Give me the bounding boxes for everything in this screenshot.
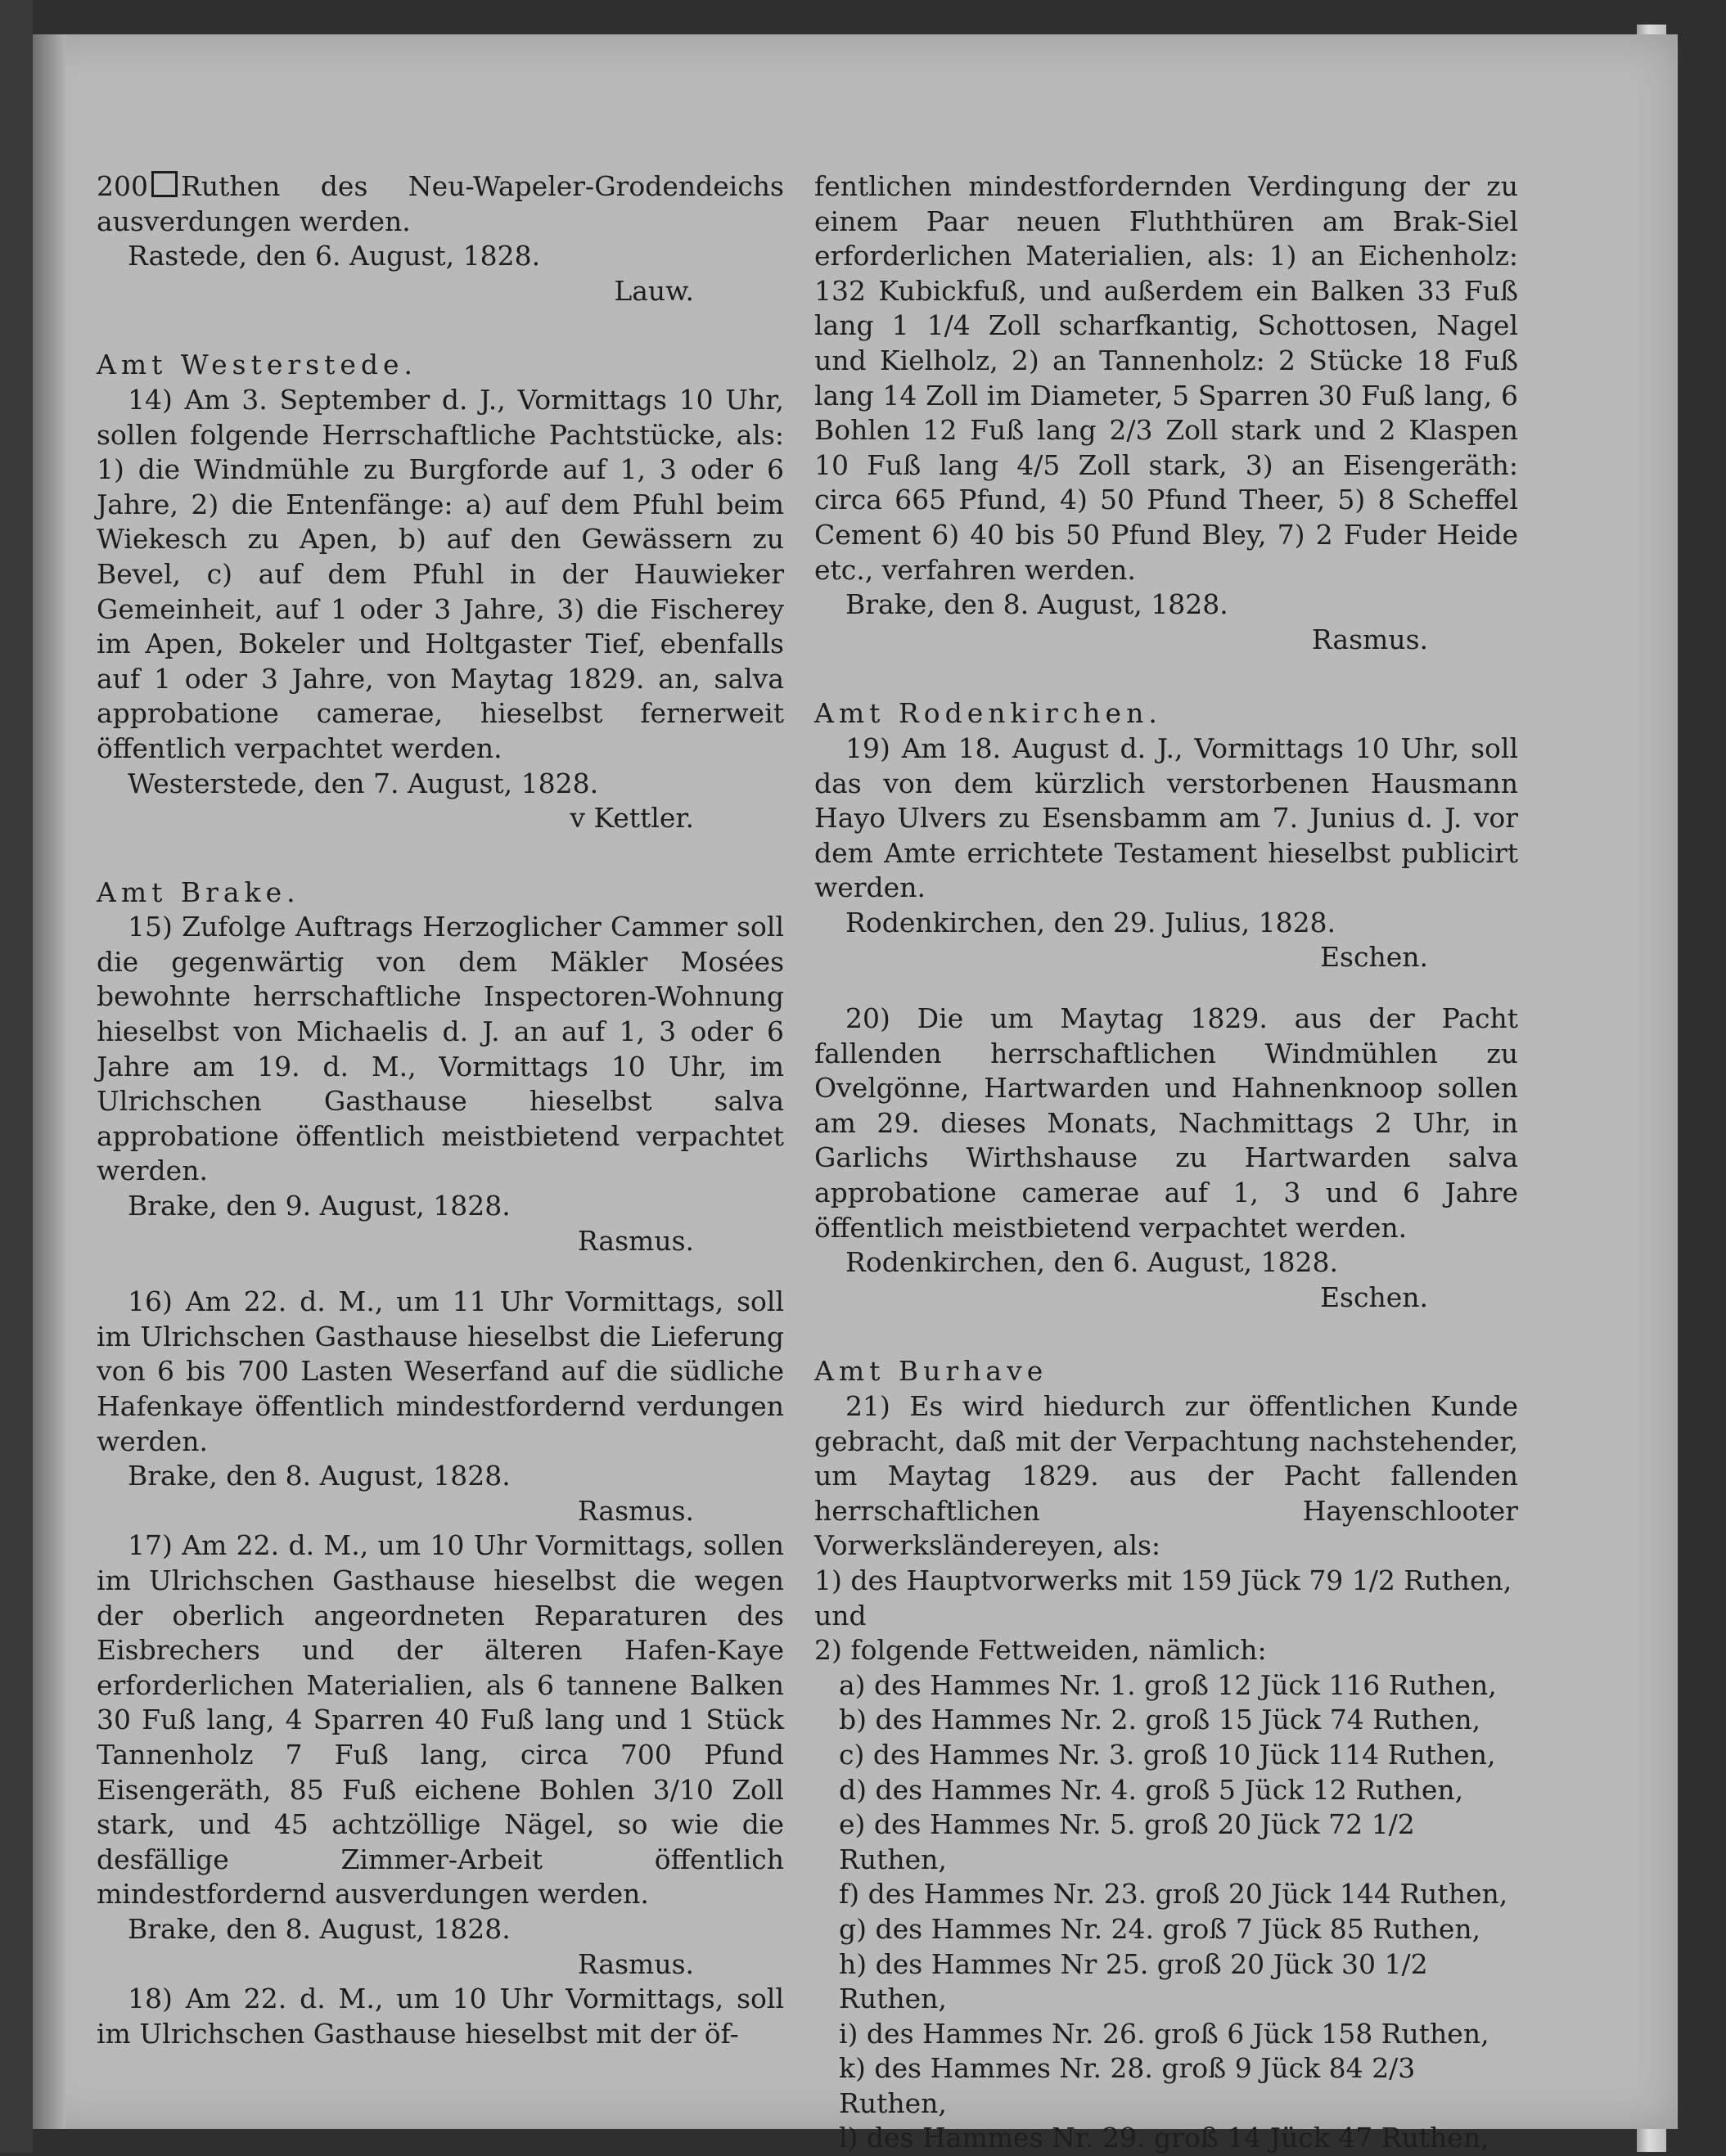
left-column bbox=[97, 169, 784, 2051]
place-date: Rastede, den 6. August, 1828. bbox=[128, 240, 541, 272]
place-date: Rodenkirchen, den 6. August, 1828. bbox=[845, 1246, 1338, 1279]
list-item: f) des Hammes Nr. 23. groß 20 Jück 144 Ruthen, bbox=[839, 1878, 1508, 1911]
signature: Rasmus. bbox=[1311, 623, 1428, 655]
list-item: e) des Hammes Nr. 5. groß 20 Jück 72 1/2 Ruthen, bbox=[839, 1808, 1415, 1875]
place-date: Brake, den 8. August, 1828. bbox=[128, 1460, 511, 1492]
notice-19: 19) Am 18. August d. J., Vormittags 10 Uhr, soll das von dem kürzlich verstorbenen Hausmann Hayo Ulvers zu Esensbamm am 7. Junius d. J. vor dem Amte errichtete Testament hieselbst publicirt werden. bbox=[814, 731, 1518, 904]
notice-21: 21) Es wird hiedurch zur öffentlichen Kunde gebracht, daß mit der Verpachtung nachstehender, um Maytag 1829. aus der Pacht fallenden herrschaftlichen Hayenschlooter Vorwerksländereyen, als: bbox=[814, 1390, 1518, 1562]
notice-16: 16) Am 22. d. M., um 11 Uhr Vormittags, soll im Ulrichschen Gasthause hieselbst die Lieferung von 6 bis 700 Lasten Weserfand auf die südliche Hafenkaye öffentlich mindestfordernd verdungen werden. bbox=[97, 1285, 784, 1457]
notice-18-start: 18) Am 22. d. M., um 10 Uhr Vormittags, soll im Ulrichschen Gasthause hieselbst mit der öf- bbox=[97, 1983, 784, 2050]
section-heading: Amt Rodenkirchen. bbox=[814, 697, 1162, 730]
notice-200: 200 Ruthen des Neu-Wapeler-Grodendeichs ausverdungen werden. bbox=[97, 170, 784, 237]
signature: Rasmus. bbox=[577, 1494, 694, 1527]
list-item: b) des Hammes Nr. 2. groß 15 Jück 74 Ruthen, bbox=[839, 1704, 1481, 1736]
signature: v Kettler. bbox=[570, 802, 694, 835]
document-page bbox=[33, 34, 1678, 2154]
list-item: g) des Hammes Nr. 24. groß 7 Jück 85 Ruthen, bbox=[839, 1912, 1481, 1945]
notice-17: 17) Am 22. d. M., um 10 Uhr Vormittags, sollen im Ulrichschen Gasthause hieselbst die wegen der oberlich angeordneten Reparaturen des Eisbrechers und der älteren Hafen-Kaye erforderlichen Materialien, als 6 tannene Balken 30 Fuß lang, 4 Sparren 40 Fuß lang und 1 Stück Tannenholz 7 Fuß lang, circa 700 Pfund Eisengeräth, 85 Fuß eichene Bohlen 3/10 Zoll stark, und 45 achtzöllige Nägel, so wie die desfällige Zimmer-Arbeit öffentlich mindestfordernd ausverdungen werden. bbox=[97, 1529, 784, 1911]
place-date: Brake, den 9. August, 1828. bbox=[128, 1190, 511, 1222]
section-heading: Amt Westerstede. bbox=[97, 349, 418, 381]
signature: Eschen. bbox=[1319, 941, 1428, 974]
place-date: Brake, den 8. August, 1828. bbox=[128, 1912, 511, 1945]
square-rod-symbol-icon bbox=[151, 171, 178, 197]
signature: Lauw. bbox=[614, 274, 694, 307]
right-column bbox=[814, 169, 1518, 2156]
signature: Rasmus. bbox=[577, 1947, 694, 1980]
list-item: h) des Hammes Nr 25. groß 20 Jück 30 1/2 Ruthen, bbox=[839, 1947, 1428, 2015]
list-item: i) des Hammes Nr. 26. groß 6 Jück 158 Ruthen, bbox=[839, 2017, 1489, 2050]
signature: Eschen. bbox=[1319, 1281, 1428, 1313]
signature: Rasmus. bbox=[577, 1224, 694, 1257]
list-item: a) des Hammes Nr. 1. groß 12 Jück 116 Ruthen, bbox=[839, 1668, 1497, 1701]
notice-20: 20) Die um Maytag 1829. aus der Pacht fallenden herrschaftlichen Windmühlen zu Ovelgönne, Hartwarden und Hahnenknoop sollen am 29. dieses Monats, Nachmittags 2 Uhr, in Garlichs Wirthshause zu Hartwarden salva approbatione camerae auf 1, 3 und 6 Jahre öffentlich meistbietend verpachtet werden. bbox=[814, 1002, 1518, 1244]
notice-14: 14) Am 3. September d. J., Vormittags 10 Uhr, sollen folgende Herrschaftliche Pachtstücke, als: 1) die Windmühle zu Burgforde auf 1, 3 oder 6 Jahre, 2) die Entenfänge: a) auf dem Pfuhl beim Wiekesch zu Apen, b) auf den Gewässern zu Bevel, c) auf dem Pfuhl in der Hauwieker Gemeinheit, auf 1 oder 3 Jahre, 3) die Fischerey im Apen, Bokeler und Holtgaster Tief, ebenfalls auf 1 oder 3 Jahre, von Maytag 1829. an, salva approbatione camerae, hieselbst fernerweit öffentlich verpachtet werden. bbox=[97, 383, 784, 764]
list-item: k) des Hammes Nr. 28. groß 9 Jück 84 2/3 Ruthen, bbox=[839, 2052, 1416, 2119]
list-item: 2) folgende Fettweiden, nämlich: bbox=[814, 1634, 1267, 1667]
list-item: c) des Hammes Nr. 3. groß 10 Jück 114 Ruthen, bbox=[839, 1738, 1496, 1771]
place-date: Rodenkirchen, den 29. Julius, 1828. bbox=[845, 906, 1336, 938]
place-date: Brake, den 8. August, 1828. bbox=[845, 588, 1228, 621]
section-heading: Amt Brake. bbox=[97, 875, 300, 908]
list-item: 1) des Hauptvorwerks mit 159 Jück 79 1/2 Ruthen, und bbox=[814, 1564, 1512, 1632]
adjacent-page-edge bbox=[0, 0, 33, 2153]
notice-18-continued: fentlichen mindestfordernden Verdingung der zu einem Paar neuen Fluththüren am Brak-Siel erforderlichen Materialien, als: 1) an Eichenholz: 132 Kubickfuß, und außerdem ein Balken 33 Fuß lang 1 1/4 Zoll scharfkantig, Schottosen, Nagel und Kielholz, 2) an Tannenholz: 2 Stücke 18 Fuß lang 14 Zoll im Diameter, 5 Sparren 30 Fuß lang, 6 Bohlen 12 Fuß lang 2/3 Zoll stark und 2 Klaspen 10 Fuß lang 4/5 Zoll stark, 3) an Eisengeräth: circa 665 Pfund, 4) 50 Pfund Theer, 5) 8 Scheffel Cement 6) 40 bis 50 Pfund Bley, 7) 2 Fuder Heide etc., verfahren werden. bbox=[814, 170, 1518, 586]
list-item: d) des Hammes Nr. 4. groß 5 Jück 12 Ruthen, bbox=[839, 1773, 1464, 1806]
place-date: Westerstede, den 7. August, 1828. bbox=[128, 767, 599, 799]
list-item: l) des Hammes Nr. 29. groß 14 Jück 47 Ruthen, bbox=[839, 2122, 1489, 2154]
section-heading: Amt Burhave bbox=[814, 1355, 1048, 1388]
notice-15: 15) Zufolge Auftrags Herzoglicher Cammer soll die gegenwärtig von dem Mäkler Mosées bewohnte herrschaftliche Inspectoren-Wohnung hieselbst von Michaelis d. J. an auf 1, 3 oder 6 Jahre am 19. d. M., Vormittags 10 Uhr, im Ulrichschen Gasthause hieselbst salva approbatione öffentlich meistbietend verpachtet werden. bbox=[97, 911, 784, 1187]
